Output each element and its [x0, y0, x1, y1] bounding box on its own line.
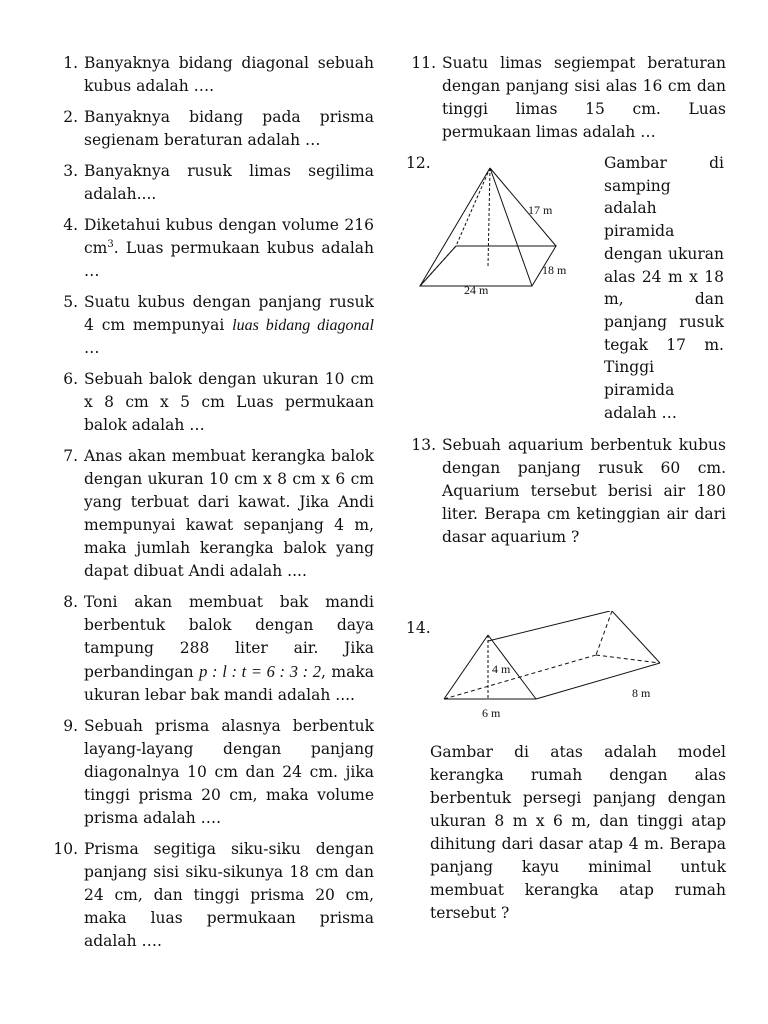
question-14-text: Gambar di atas adalah model kerangka rumah dengan alas berbentuk persegi panjang dengan ukuran 8 m x 6 m, dan tinggi atap dihitung dari dasar atap 4 m. Berapa panjang kayu minimal untuk membuat kerangka atap rumah tersebut ? — [430, 743, 726, 922]
question-2 — [48, 106, 374, 152]
depth-label: 18 m — [542, 263, 567, 277]
question-text-part: . Luas permukaan kubus adalah … — [84, 239, 374, 280]
pyramid-height-line — [488, 168, 490, 266]
question-number: 8. — [63, 593, 78, 611]
question-6 — [48, 368, 374, 437]
question-text: Suatu limas segiempat beraturan dengan panjang sisi alas 16 cm dan tinggi limas 15 cm. Luas permukaan limas adalah … — [442, 54, 726, 141]
question-text: Sebuah balok dengan ukuran 10 cm x 8 cm x 5 cm Luas permukaan balok adalah … — [84, 370, 374, 434]
question-text — [78, 214, 374, 283]
left-column — [48, 52, 374, 961]
question-number: 14. — [406, 619, 431, 637]
roof-edge — [444, 635, 488, 699]
length-label: 8 m — [632, 686, 651, 700]
question-13 — [406, 434, 726, 549]
question-text: Banyaknya rusuk limas segilima adalah.... — [84, 162, 374, 203]
question-text: Sebuah aquarium berbentuk kubus dengan panjang rusuk 60 cm. Aquarium tersebut berisi air 180 liter. Berapa cm ketinggian air dari dasar aquarium ? — [442, 436, 726, 546]
width-label: 6 m — [482, 706, 501, 720]
question-number: 11. — [411, 54, 436, 72]
question-text: Prisma segitiga siku-siku dengan panjang sisi siku-sikunya 18 cm dan 24 cm, dan tinggi prisma 20 cm, maka luas permukaan prisma adalah …. — [84, 840, 374, 950]
roof-edge — [612, 611, 660, 663]
question-text-part: … — [84, 339, 100, 357]
question-1 — [48, 52, 374, 98]
question-9 — [48, 715, 374, 830]
question-number: 12. — [406, 154, 431, 172]
question-text: Gambar di samping adalah piramida dengan ukuran alas 24 m x 18 m, dan panjang rusuk tegak 17 m. Tinggi piramida adalah … — [604, 154, 724, 422]
question-number: 9. — [63, 717, 78, 735]
question-text: Anas akan membuat kerangka balok dengan ukuran 10 cm x 8 cm x 6 cm yang terbuat dari kawat. Jika Andi mempunyai kawat sepanjang 4 m, maka jumlah kerangka balok yang dapat dibuat Andi adalah .... — [84, 447, 374, 580]
question-text-part: Diketahui kubus dengan volume 216 cm — [84, 216, 374, 257]
roof-hidden-edge — [596, 655, 660, 663]
question-8 — [48, 591, 374, 707]
question-text — [78, 291, 374, 360]
question-text: Sebuah prisma alasnya berbentuk layang-layang dengan panjang diagonalnya 10 cm dan 24 cm. jika tinggi prisma 20 cm, maka volume prisma adalah …. — [84, 717, 374, 827]
question-text: Banyaknya bidang diagonal sebuah kubus adalah …. — [84, 54, 374, 95]
question-number: 13. — [411, 436, 436, 454]
pyramid-edge — [490, 168, 532, 286]
question-4 — [48, 214, 374, 283]
question-7 — [48, 445, 374, 583]
question-10 — [48, 838, 374, 953]
roof-frame-figure — [436, 611, 696, 723]
superscript: 3 — [107, 238, 114, 250]
roof-hidden-edge — [444, 655, 596, 699]
question-text-part: Toni akan membuat bak mandi berbentuk balok dengan daya tampung 288 liter air. Jika perbandingan — [84, 593, 374, 681]
pyramid-edge — [420, 168, 490, 286]
question-number: 10. — [53, 840, 78, 858]
roof-hidden-edge — [596, 611, 612, 655]
question-number: 7. — [63, 447, 78, 465]
question-14 — [406, 611, 726, 723]
question-number: 2. — [63, 108, 78, 126]
ratio-formula: p : l : t = 6 : 3 : 2 — [199, 662, 322, 681]
pyramid-hidden-edge — [456, 168, 490, 246]
question-number: 5. — [63, 293, 78, 311]
question-5 — [48, 291, 374, 360]
question-11 — [406, 52, 726, 144]
roof-ridge — [488, 611, 610, 641]
question-text — [78, 591, 374, 707]
question-text-part: , maka ukuran lebar bak mandi adalah .... — [84, 663, 374, 704]
question-number: 3. — [63, 162, 78, 180]
question-number: 1. — [63, 54, 78, 72]
question-12 — [406, 152, 726, 424]
question-number: 6. — [63, 370, 78, 388]
right-column — [406, 52, 726, 925]
height-label: 4 m — [492, 662, 511, 676]
question-text-part: Suatu kubus dengan panjang rusuk 4 cm mempunyai — [84, 293, 374, 334]
italic-term: luas bidang diagonal — [232, 317, 374, 334]
question-number: 4. — [63, 216, 78, 234]
question-3 — [48, 160, 374, 206]
base-length-label: 24 m — [464, 283, 489, 294]
edge-length-label: 17 m — [528, 203, 553, 217]
pyramid-figure — [416, 162, 576, 294]
question-text: Banyaknya bidang pada prisma segienam beraturan adalah … — [84, 108, 374, 149]
